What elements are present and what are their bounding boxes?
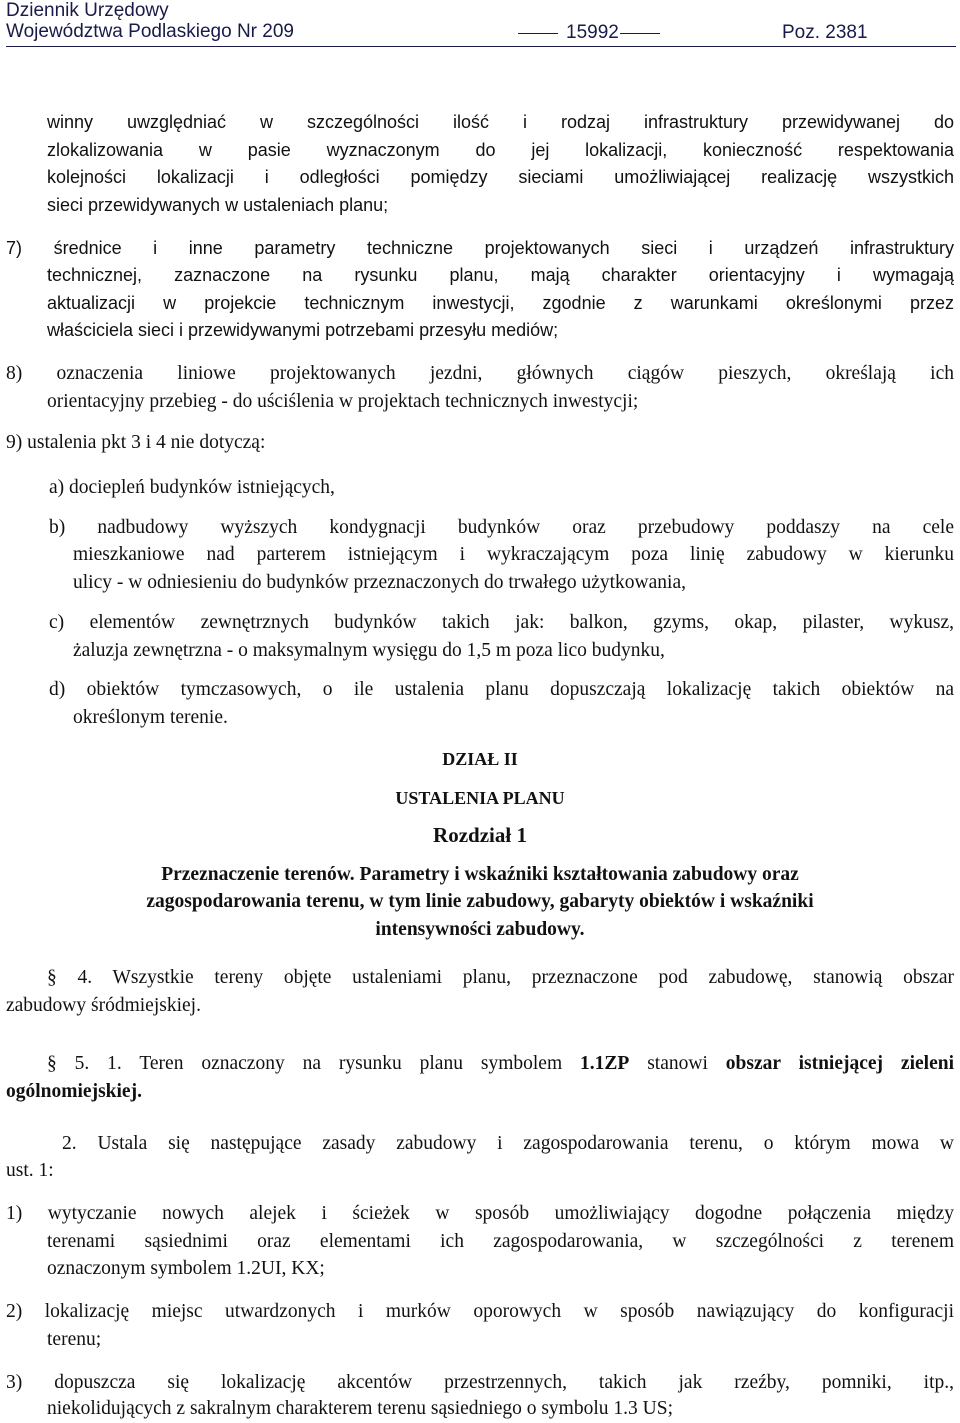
header-rule — [6, 46, 956, 47]
item-9-line: 9) ustalenia pkt 3 i 4 nie dotyczą: — [6, 432, 266, 453]
point-1-line: oznaczonym symbolem 1.2UI, KX; — [47, 1258, 325, 1279]
point-1-line: terenami sąsiednimi oraz elementami ich zagospodarowania, w szczególności z terenem — [47, 1231, 954, 1252]
sub-item-c-line: żaluzja zewnętrzna - o maksymalnym wysięgu do 1,5 m poza lico budynku, — [73, 640, 665, 661]
point-2-line: 2) lokalizację miejsc utwardzonych i murków oporowych w sposób nawiązujący do konfiguracji — [6, 1301, 954, 1322]
division-title — [0, 785, 960, 811]
point-3-line: 3) dopuszcza się lokalizację akcentów przestrzennych, takich jak rzeźby, pomniki, itp., — [6, 1372, 954, 1393]
header-dash-right — [620, 33, 660, 34]
chapter-title-text: intensywności zabudowy. — [375, 919, 585, 940]
green-area-label-end: ogólnomiejskiej. — [6, 1081, 142, 1102]
sub-item-c-line: c) elementów zewnętrznych budynków takich jak: balkon, gzyms, okap, pilaster, wykusz, — [49, 612, 954, 633]
point-2-line: terenu; — [47, 1329, 102, 1350]
paragraph-5-line — [6, 1079, 142, 1105]
item-7-line: 7) średnice i inne parametry techniczne projektowanych sieci i urządzeń infrastruktury — [6, 238, 954, 258]
chapter-heading-text: Rozdział 1 — [433, 823, 527, 847]
paragraph-5-text: § 5. 1. Teren oznaczony na rysunku planu symbolem — [47, 1053, 581, 1074]
paragraph-4-line: § 4. Wszystkie tereny objęte ustaleniami planu, przeznaczone pod zabudowę, stanowią obszar — [47, 967, 954, 988]
paragraph-5-line — [47, 1051, 954, 1077]
division-heading-text: DZIAŁ II — [442, 749, 518, 769]
journal-title-line1: Dziennik Urzędowy — [6, 0, 169, 21]
paragraph-4-line: zabudowy śródmiejskiej. — [6, 995, 201, 1016]
item-8-line: orientacyjny przebieg - do uściślenia w projektach technicznych inwestycji; — [47, 391, 639, 412]
intro-line: sieci przewidywanych w ustaleniach planu; — [47, 195, 389, 215]
sub-item-b-line: mieszkaniowe nad parterem istniejącym i wykraczającym poza linię zabudowy w kierunku — [73, 544, 954, 565]
position-number: Poz. 2381 — [782, 22, 868, 43]
point-3-line: niekolidujących z sakralnym charakterem terenu sąsiedniego o symbolu 1.3 US; — [47, 1398, 673, 1419]
item-7-line: aktualizacji w projekcie technicznym inwestycji, zgodnie z warunkami określonymi przez — [47, 293, 954, 313]
intro-line: kolejności lokalizacji i odległości pomiędzy sieciami umożliwiającej realizację wszystkich — [47, 167, 954, 187]
chapter-title-text: Przeznaczenie terenów. Parametry i wskaźniki kształtowania zabudowy oraz — [161, 864, 799, 885]
intro-line: zlokalizowania w pasie wyznaczonym do jej lokalizacji, konieczność respektowania — [47, 140, 954, 160]
paragraph-5-2-line: 2. Ustala się następujące zasady zabudowy i zagospodarowania terenu, o którym mowa w — [62, 1133, 954, 1154]
symbol-1-1zp: 1.1ZP — [580, 1053, 630, 1074]
chapter-title-line — [0, 862, 960, 888]
chapter-heading — [0, 822, 960, 848]
item-8-line: 8) oznaczenia liniowe projektowanych jezdni, głównych ciągów pieszych, określają ich — [6, 363, 954, 384]
page-number: 15992 — [566, 22, 619, 43]
header-dash-left — [518, 33, 558, 34]
chapter-title-line — [0, 889, 960, 915]
item-7-line: technicznej, zaznaczone na rysunku planu, mają charakter orientacyjny i wymagają — [47, 265, 954, 285]
sub-item-a: a) dociepleń budynków istniejących, — [49, 477, 335, 498]
division-title-text: USTALENIA PLANU — [395, 788, 565, 808]
sub-item-b-line: b) nadbudowy wyższych kondygnacji budynków oraz przebudowy poddaszy na cele — [49, 517, 954, 538]
item-7-line: właściciela sieci i przewidywanymi potrzebami przesyłu mediów; — [47, 320, 559, 340]
division-heading — [0, 746, 960, 772]
journal-title-line2: Województwa Podlaskiego Nr 209 — [6, 21, 294, 42]
intro-line: winny uwzględniać w szczególności ilość i rodzaj infrastruktury przewidywanej do — [47, 112, 954, 132]
sub-item-b-line: ulicy - w odniesieniu do budynków przeznaczonych do trwałego użytkowania, — [73, 572, 686, 593]
chapter-title-line — [0, 917, 960, 943]
chapter-title-text: zagospodarowania terenu, w tym linie zabudowy, gabaryty obiektów i wskaźniki — [146, 891, 814, 912]
sub-item-d-line: d) obiektów tymczasowych, o ile ustalenia planu dopuszczają lokalizację takich obiektów na — [49, 679, 954, 700]
sub-item-d-line: określonym terenie. — [73, 707, 228, 728]
journal-title — [6, 0, 294, 42]
green-area-label: obszar istniejącej zieleni — [725, 1053, 954, 1074]
point-1-line: 1) wytyczanie nowych alejek i ścieżek w sposób umożliwiający dogodne połączenia między — [6, 1203, 954, 1224]
paragraph-5-text: stanowi — [629, 1053, 726, 1074]
paragraph-5-2-line: ust. 1: — [6, 1160, 54, 1181]
